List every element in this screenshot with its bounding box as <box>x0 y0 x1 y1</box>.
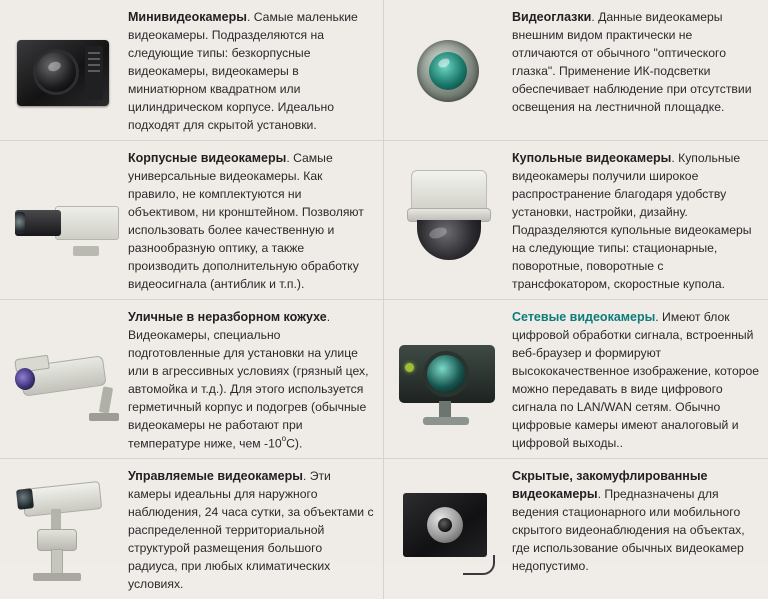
entry-text <box>124 465 375 593</box>
entry-body-part1: . Видеокамеры, специально подготовленные для установки на улице или в агрессивных условиях (грязный цех, автомойка и т.д.). Для этого используется герметичный корпус и подогрев (обычные видеокамеры не работают при температуре ниже, чем -10 <box>128 310 369 451</box>
entry-body: . Имеют блок цифровой обработки сигнала, встроенный веб-браузер и формируют высококачественное изображение, которое можно передавать в виде цифрового сигнала по LAN/WAN сетям. Обычно цифровые камеры имеют аналоговый и цифровой выходы.. <box>512 310 760 450</box>
entry-text <box>508 306 760 452</box>
entry-title: Минивидеокамеры <box>128 10 247 24</box>
entry-body: . Самые универсальные видеокамеры. Как правило, не комплектуются ни объективом, ни кронштейном. Позволяют использовать более качественную и разнообразную оптику, а также производить дополнительную обработку видеосигнала (антиблик и т.п.). <box>128 151 364 291</box>
entry-body: . Эти камеры идеальны для наружного наблюдения, 24 часа сутки, за объектами с распределенной территориальной структурой размещения большого радиуса, при любых климатических условиях. <box>128 469 374 592</box>
table-row <box>0 141 768 300</box>
camera-lens-icon <box>33 49 79 95</box>
camera-lens-icon <box>423 351 469 397</box>
entry-covert <box>384 459 768 599</box>
entry-box <box>0 141 384 299</box>
entry-title: Скрытые, закомуфлированные видеокамеры <box>512 469 708 502</box>
entry-text <box>124 6 375 134</box>
covert-camera-illustration <box>403 493 495 577</box>
box-camera-illustration <box>11 200 119 248</box>
network-camera-photo <box>390 306 508 452</box>
entry-text <box>124 306 375 452</box>
entry-body: . Самые маленькие видеокамеры. Подразделяются на следующие типы: безкорпусные видеокамеры, видеокамеры в миниатюрном квадратном или цилиндрическом корпусе. Идеально подходят для скрытой установки. <box>128 10 358 132</box>
entry-title: Купольные видеокамеры <box>512 151 672 165</box>
entry-peephole <box>384 0 768 140</box>
entry-mini <box>0 0 384 140</box>
entry-body-superscript: o <box>281 434 287 443</box>
camera-pole <box>51 549 63 575</box>
entry-body: . Предназначены для ведения стационарного или мобильного скрытого видеонаблюдения на объектах, где использование обычных видеокамер недопустимо. <box>512 487 745 574</box>
entry-text <box>124 147 375 293</box>
covert-camera-photo <box>390 465 508 593</box>
entry-outdoor <box>0 300 384 458</box>
table-row <box>0 300 768 459</box>
pan-tilt-motor <box>37 529 77 551</box>
camera-mount <box>73 246 99 256</box>
entry-title: Уличные в неразборном кожухе <box>128 310 327 324</box>
entry-body-part2: С). <box>286 436 303 451</box>
camera-bracket-base <box>89 413 119 421</box>
camera-lens-icon <box>16 489 34 511</box>
mini-camera-photo <box>6 6 124 134</box>
entry-body: . Данные видеокамеры внешним видом практически не отличаются от обычного "оптического глазка". Применение ИК-подсветки обеспечивает наблюдение при отсутствии освещения на лестничной площадке. <box>512 10 752 114</box>
door-peephole-camera-photo <box>390 6 508 134</box>
outdoor-housing-camera-photo <box>6 306 124 452</box>
ptz-camera-illustration <box>11 479 123 585</box>
entry-text <box>508 465 760 593</box>
entry-ptz <box>0 459 384 599</box>
table-row <box>0 459 768 599</box>
entry-title: Управляемые видеокамеры <box>128 469 303 484</box>
mini-camera-illustration <box>17 40 109 106</box>
entry-text <box>508 6 760 134</box>
entry-network <box>384 300 768 458</box>
dome-housing <box>411 170 487 210</box>
dome-camera-photo <box>390 147 508 293</box>
camera-bracket-arm <box>99 386 113 413</box>
camera-housing <box>22 481 102 517</box>
entry-text <box>508 147 760 293</box>
entry-title: Сетевые видеокамеры <box>512 310 656 324</box>
entry-title: Корпусные видеокамеры <box>128 151 287 165</box>
ptz-camera-photo <box>6 465 124 593</box>
peephole-lens-icon <box>429 52 467 90</box>
dome-bubble-icon <box>417 220 481 260</box>
dome-camera-illustration <box>407 170 491 262</box>
bullet-camera-illustration <box>11 351 121 423</box>
network-camera-illustration <box>399 341 499 429</box>
camera-body <box>55 206 119 240</box>
table-row <box>0 0 768 141</box>
peephole-illustration <box>411 34 485 112</box>
entry-body: . Купольные видеокамеры получили широкое распространение благодаря удобству установки, настройки, дизайну. Подразделяются купольные видеокамеры на следующие типы: стационарные, поворотные, поворотные с трансфокатором, скоростные купола. <box>512 151 752 291</box>
entry-title: Видеоглазки <box>512 10 592 24</box>
entry-dome <box>384 141 768 299</box>
camera-base <box>423 417 469 425</box>
camera-side-panel <box>85 46 103 100</box>
camera-cable <box>463 555 495 575</box>
camera-base <box>33 573 81 581</box>
camera-lens-icon <box>15 210 61 236</box>
box-camera-photo <box>6 147 124 293</box>
